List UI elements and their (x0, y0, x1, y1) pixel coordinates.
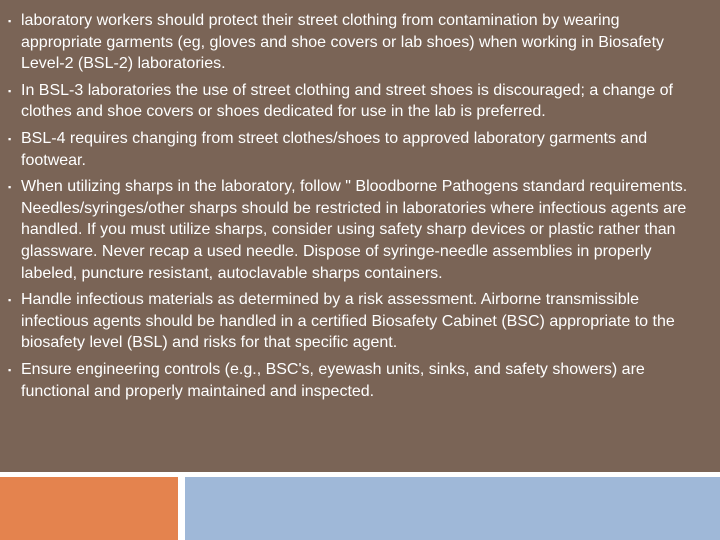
square-bullet-icon: ▪ (8, 85, 12, 96)
bullet-text: BSL-4 requires changing from street clothes/shoes to approved laboratory garments and footwear. (21, 129, 648, 169)
bullet-item-bsl3 (8, 80, 702, 123)
square-bullet-icon: ▪ (8, 182, 12, 193)
bullet-item-engineering-controls (8, 359, 702, 402)
bullet-text: Ensure engineering controls (e.g., BSC's, eyewash units, sinks, and safety showers) are functional and properly maintained and inspected. (21, 360, 645, 400)
square-bullet-icon: ▪ (8, 133, 12, 144)
footer-blue-block (185, 477, 720, 540)
bullet-text: laboratory workers should protect their street clothing from contamination by wearing appropriate garments (eg, gloves and shoe covers or lab shoes) when working in Biosafety Level-2 (BSL-2) laboratories. (21, 12, 665, 73)
bullet-text: Handle infectious materials as determined by a risk assessment. Airborne transmissible infectious agents should be handled in a certified Biosafety Cabinet (BSC) appropriate to the biosafety level (BSL) and risks for that specific agent. (21, 291, 675, 352)
bullet-text: When utilizing sharps in the laboratory, follow " Bloodborne Pathogens standard requirements. Needles/syringes/other sharps should be restricted in laboratories where infectious agents are handled. If you must utilize sharps, consider using safety sharp devices or plastic rather than glassware. Never recap a used needle. Dispose of syringe-needle assemblies in properly labeled, puncture resistant, autoclavable sharps containers. (21, 178, 688, 282)
bullet-item-infectious-materials (8, 289, 702, 354)
footer-orange-block (0, 477, 178, 540)
bullet-item-sharps (8, 176, 702, 284)
square-bullet-icon: ▪ (8, 364, 12, 375)
bullet-list (8, 10, 702, 407)
square-bullet-icon: ▪ (8, 16, 12, 26)
bullet-item-bsl4 (8, 128, 702, 171)
bullet-item-street-clothing (8, 10, 702, 75)
bullet-text: In BSL-3 laboratories the use of street clothing and street shoes is discouraged; a change of clothes and shoe covers or shoes dedicated for use in the lab is preferred. (21, 81, 673, 121)
square-bullet-icon: ▪ (8, 295, 12, 306)
